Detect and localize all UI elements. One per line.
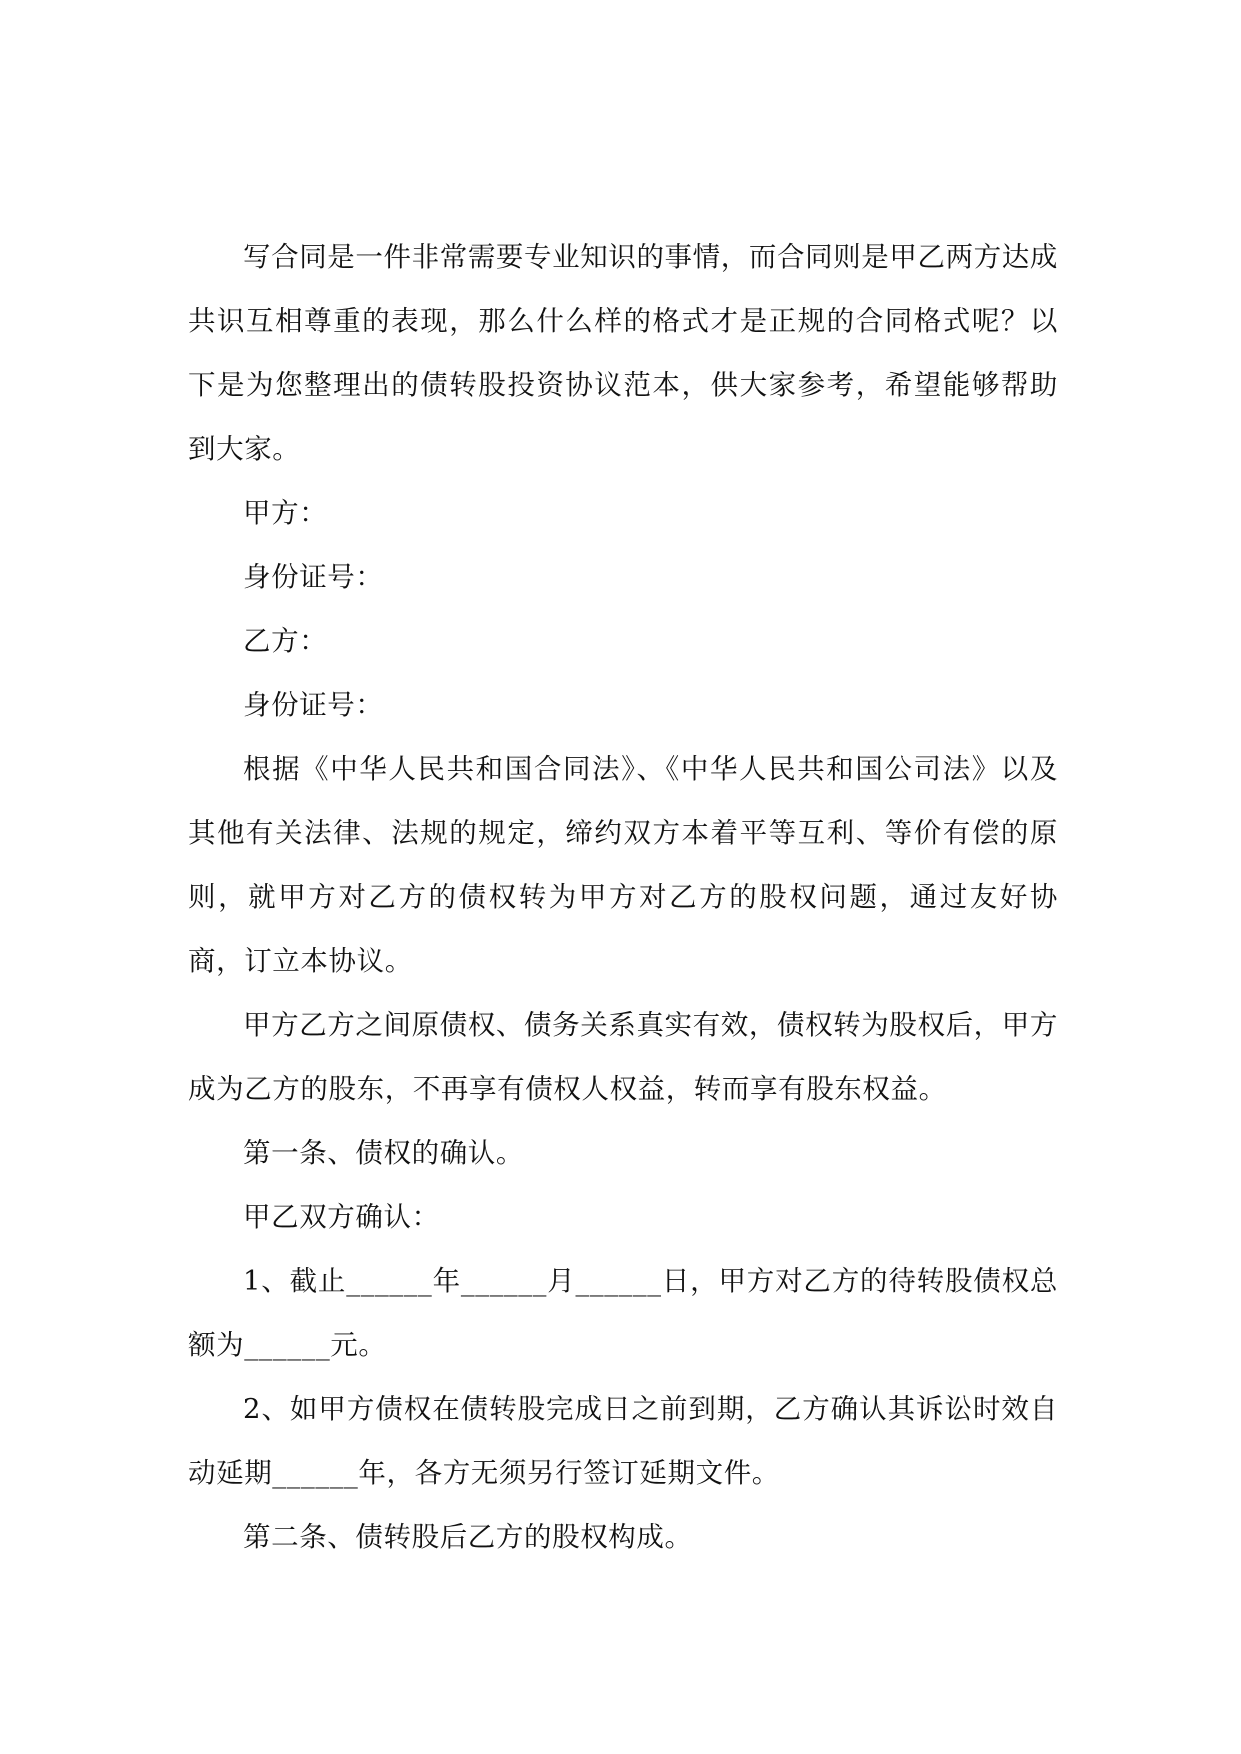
article-one-heading: 第一条、债权的确认。	[243, 1137, 524, 1169]
mutual-confirmation-label: 甲乙双方确认：	[243, 1201, 440, 1233]
party-b-id-label: 身份证号：	[243, 689, 384, 721]
relationship-paragraph: 甲方乙方之间原债权、债务关系真实有效，债权转为股权后，甲方成为乙方的股东，不再享有债权人权益，转而享有股东权益。	[188, 1009, 1058, 1105]
document-body	[188, 225, 1058, 1569]
legal-basis-paragraph: 根据《中华人民共和国合同法》、《中华人民共和国公司法》以及其他有关法律、法规的规定，缔约双方本着平等互利、等价有偿的原则，就甲方对乙方的债权转为甲方对乙方的股权问题，通过友好协商，订立本协议。	[188, 753, 1058, 977]
party-b-label: 乙方：	[243, 625, 328, 657]
clause-1-paragraph: 1、截止______年______月______日，甲方对乙方的待转股债权总额为______元。	[188, 1265, 1058, 1361]
clause-2-paragraph: 2、如甲方债权在债转股完成日之前到期，乙方确认其诉讼时效自动延期______年，各方无须另行签订延期文件。	[188, 1393, 1058, 1489]
party-a-label: 甲方：	[243, 497, 328, 529]
intro-paragraph: 写合同是一件非常需要专业知识的事情，而合同则是甲乙两方达成共识互相尊重的表现，那么什么样的格式才是正规的合同格式呢？以下是为您整理出的债转股投资协议范本，供大家参考，希望能够帮助到大家。	[188, 241, 1058, 465]
party-a-id-label: 身份证号：	[243, 561, 384, 593]
article-two-heading: 第二条、债转股后乙方的股权构成。	[243, 1521, 693, 1553]
